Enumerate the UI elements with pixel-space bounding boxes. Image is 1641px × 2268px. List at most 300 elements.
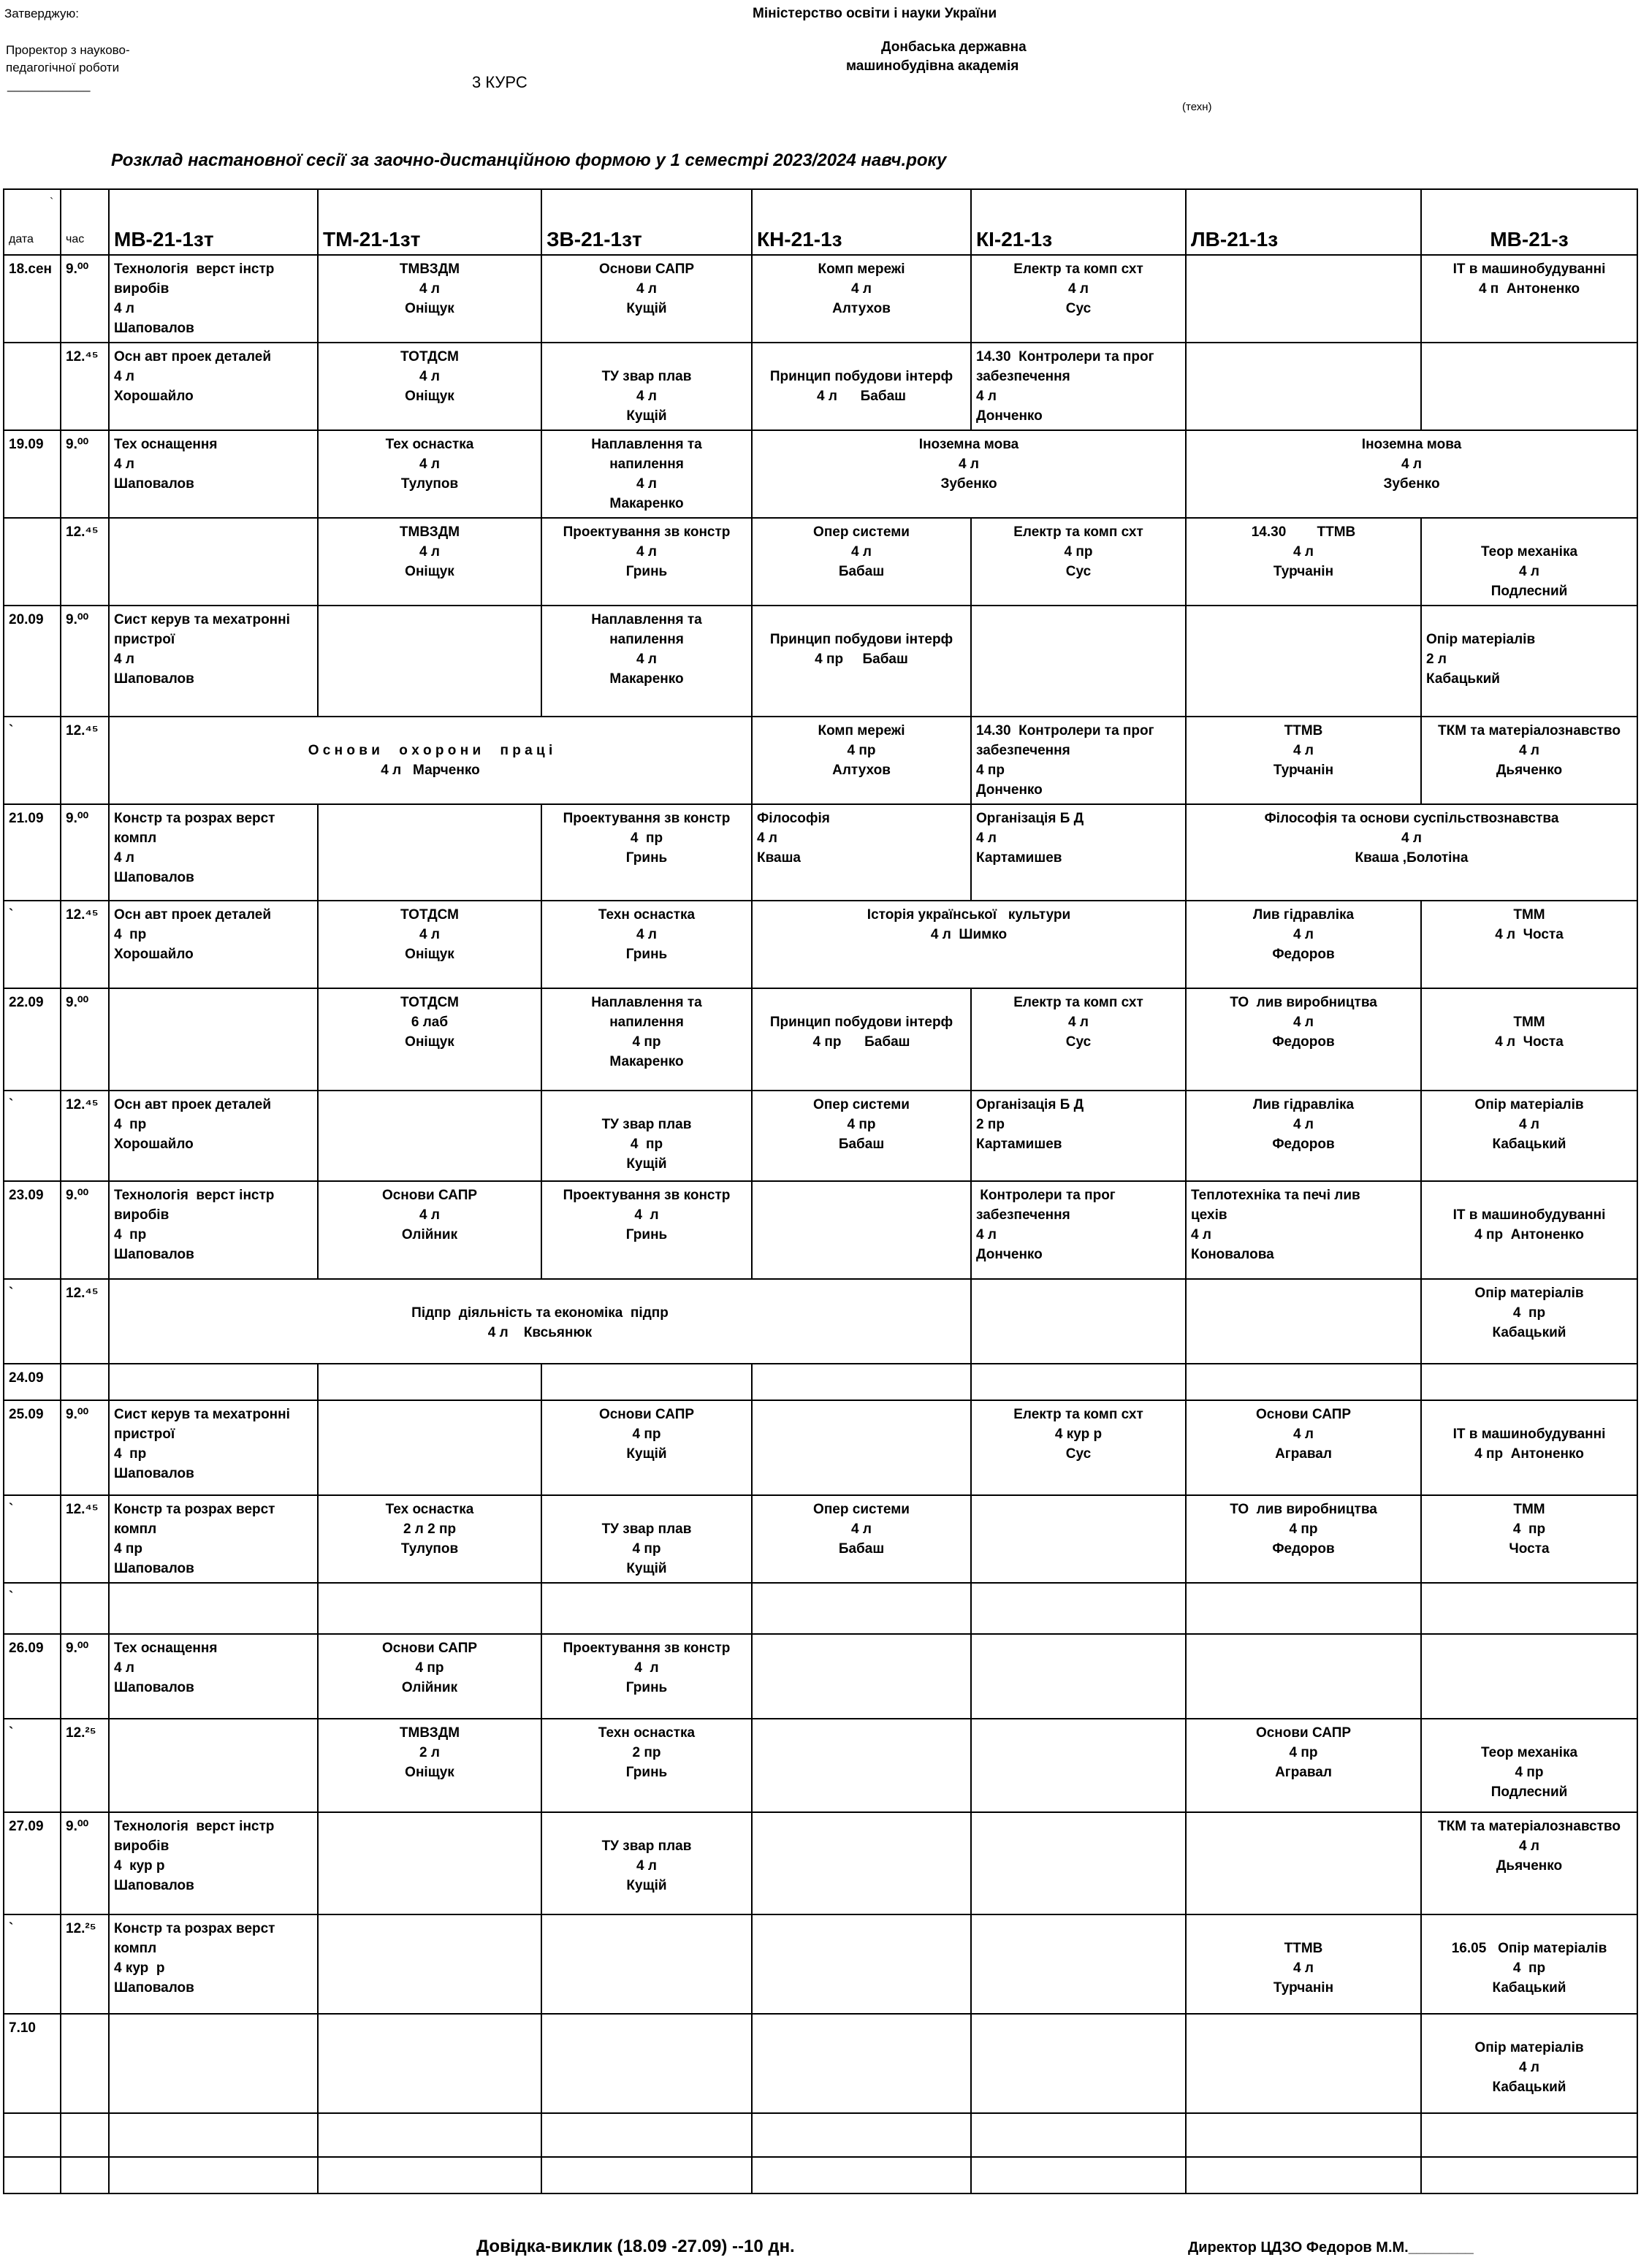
class-line: Кущій <box>626 1561 667 1576</box>
schedule-title: Розклад настановної сесії за заочно-дистанційною формою у 1 семестрі 2023/2024 навч.року <box>111 150 947 170</box>
class-line: Картамишев <box>976 850 1062 866</box>
class-line: Хорошайло <box>114 389 194 404</box>
schedule-row <box>4 430 1637 518</box>
class-line: Турчанін <box>1273 564 1334 579</box>
class-line: 2 пр <box>632 1745 661 1760</box>
class-cell <box>109 255 318 343</box>
class-cell <box>1421 1400 1637 1495</box>
class-line: Зубенко <box>940 476 997 492</box>
class-line: Лив гідравліка <box>1252 1097 1355 1112</box>
academy-line-2: машинобудівна академія <box>846 58 1019 74</box>
reference-note: Довідка-виклик (18.09 -27.09) --10 дн. <box>476 2237 795 2256</box>
class-line: Олійник <box>401 1227 458 1242</box>
class-line: Наплавлення та <box>591 612 702 627</box>
class-cell <box>1186 518 1421 606</box>
class-cell <box>318 606 541 717</box>
class-cell <box>541 255 752 343</box>
class-cell <box>752 1719 971 1812</box>
empty-cell <box>109 2157 318 2193</box>
class-cell <box>318 1583 541 1634</box>
class-line: Гринь <box>625 1765 668 1780</box>
schedule-row <box>4 255 1637 343</box>
signature-line: ____________ <box>7 78 91 92</box>
class-line: 14.30 ТТМВ <box>1251 524 1356 540</box>
class-cell <box>1186 1583 1421 1634</box>
class-cell <box>1421 255 1637 343</box>
class-line: Опер системи <box>813 524 910 540</box>
class-line: 4 л <box>959 457 979 472</box>
class-line: Сус <box>1065 1446 1092 1462</box>
class-line: Гринь <box>625 947 668 962</box>
class-cell <box>971 1091 1186 1181</box>
class-line: 4 пр <box>632 1034 661 1050</box>
corner-mark: ` <box>50 196 54 209</box>
class-line: Донченко <box>976 408 1043 424</box>
schedule-row <box>4 1914 1637 2014</box>
class-line: 4 пр <box>1515 1765 1544 1780</box>
class-cell <box>318 518 541 606</box>
class-cell <box>1186 1495 1421 1583</box>
class-line: Проектування зв констр <box>563 1641 731 1656</box>
class-line: 4 пр <box>632 1427 661 1442</box>
class-cell <box>1186 901 1421 988</box>
class-cell <box>971 343 1186 430</box>
class-line: 4 л <box>1293 1117 1314 1132</box>
class-cell <box>971 1364 1186 1400</box>
class-line: Контролери та прог <box>976 1188 1116 1203</box>
class-cell <box>318 255 541 343</box>
class-line: 4 пр <box>1289 1745 1318 1760</box>
empty-cell <box>1186 2157 1421 2193</box>
class-line: Технологія верст інстр <box>114 1188 275 1203</box>
class-cell <box>971 717 1186 804</box>
schedule-row <box>4 1719 1637 1812</box>
class-cell <box>541 804 752 901</box>
class-cell <box>109 1091 318 1181</box>
class-cell <box>971 1400 1186 1495</box>
class-line: Проектування зв констр <box>563 524 731 540</box>
class-line: Оніщук <box>405 1034 454 1050</box>
class-cell <box>109 988 318 1091</box>
class-line: Принцип побудови інтерф <box>769 1015 953 1030</box>
class-cell <box>1186 255 1421 343</box>
class-line: Федоров <box>1272 947 1335 962</box>
class-cell <box>1186 1719 1421 1812</box>
class-line: 2 л 2 пр <box>403 1521 457 1537</box>
class-line <box>1426 2018 1632 2038</box>
class-cell <box>971 1812 1186 1914</box>
class-line: ТО лив виробництва <box>1230 995 1377 1010</box>
date-cell: ` <box>4 1583 61 1634</box>
date-cell: 23.09 <box>4 1181 61 1279</box>
time-cell: 9.⁰⁰ <box>61 1400 109 1495</box>
column-header-time: час <box>61 189 109 255</box>
class-line: 4 л <box>419 281 440 297</box>
ministry-name: Міністерство освіти і науки України <box>753 6 997 21</box>
empty-cell <box>752 2157 971 2193</box>
empty-cell <box>318 2157 541 2193</box>
class-cell <box>109 343 318 430</box>
class-cell <box>541 1495 752 1583</box>
class-line: 4 л <box>114 1660 134 1676</box>
class-cell <box>752 901 1186 988</box>
course-label: 3 КУРС <box>472 73 528 91</box>
class-cell <box>1421 1279 1637 1364</box>
class-line: Кваша <box>757 850 801 866</box>
class-line: 4 л <box>636 1858 657 1874</box>
prorector-line-2: педагогічної роботи <box>6 61 120 75</box>
date-cell: 19.09 <box>4 430 61 518</box>
class-line: пристрої <box>114 632 175 647</box>
class-line <box>547 1095 747 1115</box>
class-line: Основи САПР <box>598 1407 695 1422</box>
class-line: 4 л Квсьянюк <box>487 1325 593 1340</box>
class-line: Основи САПР <box>1255 1407 1352 1422</box>
class-line: 4 л <box>1293 927 1314 942</box>
time-cell: 12.⁴⁵ <box>61 518 109 606</box>
class-cell <box>541 2014 752 2113</box>
class-line: Сус <box>1065 301 1092 316</box>
class-line: Наплавлення та <box>591 437 702 452</box>
class-line: Основи САПР <box>381 1188 478 1203</box>
class-line: Наплавлення та <box>591 995 702 1010</box>
date-cell: 27.09 <box>4 1812 61 1914</box>
column-header-group: МВ-21-з <box>1421 189 1637 255</box>
empty-cell <box>61 2113 109 2157</box>
class-cell <box>1186 1634 1421 1719</box>
class-line: 4 л <box>419 544 440 560</box>
class-line: Шаповалов <box>114 1561 194 1576</box>
class-line: Організація Б Д <box>976 811 1084 826</box>
tech-label: (техн) <box>1182 101 1212 113</box>
time-cell: 12.⁴⁵ <box>61 717 109 804</box>
class-line: 4 л <box>851 544 872 560</box>
column-header-group: МВ-21-1зт <box>109 189 318 255</box>
class-cell <box>1421 1812 1637 1914</box>
class-line: 4 л <box>636 476 657 492</box>
class-line: 4 л Шимко <box>930 927 1008 942</box>
class-line: Агравал <box>1275 1446 1332 1462</box>
class-line: Оніщук <box>405 1765 454 1780</box>
class-line: ТУ звар плав <box>601 1117 692 1132</box>
class-line: забезпечення <box>976 369 1070 384</box>
class-line: 4 л <box>636 927 657 942</box>
class-cell <box>1186 606 1421 717</box>
class-line: 4 л <box>114 369 134 384</box>
class-line: ТОТДСМ <box>400 349 459 364</box>
class-line: Тех оснастка <box>385 1502 474 1517</box>
class-line: напилення <box>609 457 684 472</box>
class-line: компл <box>114 1941 157 1956</box>
class-line: Тех оснастка <box>385 437 474 452</box>
class-cell <box>541 1583 752 1634</box>
schedule-table <box>3 188 1638 2194</box>
class-cell <box>971 606 1186 717</box>
class-line: 4 л <box>1519 564 1539 579</box>
class-line: Кабацький <box>1492 1137 1566 1152</box>
class-cell <box>318 1495 541 1583</box>
time-cell: 12.²⁵ <box>61 1914 109 2014</box>
class-cell <box>1186 1400 1421 1495</box>
class-line: Тулупов <box>400 1541 459 1557</box>
prorector-line-1: Проректор з науково- <box>6 43 130 57</box>
class-line <box>1426 1723 1632 1743</box>
class-line: Макаренко <box>609 496 684 511</box>
class-line: Констр та розрах верст <box>114 1921 275 1936</box>
class-line: Опір матеріалів <box>1426 632 1536 647</box>
class-line <box>1426 1405 1632 1424</box>
class-cell <box>109 1634 318 1719</box>
class-line <box>114 721 747 741</box>
class-line: Шаповалов <box>114 476 194 492</box>
class-line: Турчанін <box>1273 763 1334 778</box>
class-cell <box>318 1719 541 1812</box>
class-line: Техн оснастка <box>598 1725 696 1741</box>
empty-row <box>4 2113 1637 2157</box>
class-cell <box>318 804 541 901</box>
class-cell <box>1421 901 1637 988</box>
class-cell <box>971 1914 1186 2014</box>
class-cell <box>971 518 1186 606</box>
time-cell: 9.⁰⁰ <box>61 606 109 717</box>
academy-line-1: Донбаська державна <box>881 39 1027 55</box>
class-cell <box>971 1181 1186 1279</box>
date-cell: 26.09 <box>4 1634 61 1719</box>
class-line: 14.30 Контролери та прог <box>976 349 1154 364</box>
class-line: Тех оснащення <box>114 437 218 452</box>
schedule-row <box>4 988 1637 1091</box>
class-line: Іноземна мова <box>918 437 1019 452</box>
class-line: Тех оснащення <box>114 1641 218 1656</box>
class-cell <box>541 430 752 518</box>
class-line: Шаповалов <box>114 671 194 687</box>
schedule-row <box>4 1364 1637 1400</box>
class-line: 4 кур р <box>114 1858 165 1874</box>
time-cell: 9.⁰⁰ <box>61 255 109 343</box>
class-line: 4 пр Антоненко <box>1474 1446 1584 1462</box>
date-cell: ` <box>4 901 61 988</box>
class-cell <box>1421 1181 1637 1279</box>
class-line: Організація Б Д <box>976 1097 1084 1112</box>
schedule-row <box>4 1181 1637 1279</box>
class-line: 4 л <box>851 281 872 297</box>
class-cell <box>752 1914 971 2014</box>
class-cell <box>318 1181 541 1279</box>
class-line <box>757 610 966 630</box>
schedule-row <box>4 2014 1637 2113</box>
class-line: Принцип побудови інтерф <box>769 632 953 647</box>
class-cell <box>109 1812 318 1914</box>
class-cell <box>752 717 971 804</box>
class-line: 4 л <box>1519 1117 1539 1132</box>
class-line: 2 л <box>1426 652 1447 667</box>
class-line: ІТ в машинобудуванні <box>1452 1427 1606 1442</box>
class-cell <box>971 255 1186 343</box>
class-line: Електр та комп схт <box>1013 261 1143 277</box>
schedule-row <box>4 518 1637 606</box>
date-cell: 20.09 <box>4 606 61 717</box>
class-line: Сус <box>1065 1034 1092 1050</box>
class-line: ТУ звар плав <box>601 1839 692 1854</box>
class-line: 4 л <box>1068 1015 1089 1030</box>
class-line: 4 л <box>419 369 440 384</box>
class-line: ТОТДСМ <box>400 907 459 923</box>
empty-row <box>4 2157 1637 2193</box>
date-cell <box>4 343 61 430</box>
class-line: Кабацький <box>1492 2080 1566 2095</box>
class-line: Філософія <box>757 811 830 826</box>
empty-cell <box>61 2157 109 2193</box>
class-line: Гринь <box>625 564 668 579</box>
class-line: Хорошайло <box>114 1137 194 1152</box>
class-line: Основи САПР <box>381 1641 478 1656</box>
class-line: Комп мережі <box>818 261 905 277</box>
date-cell: ` <box>4 717 61 804</box>
class-cell <box>971 988 1186 1091</box>
class-line: Дьяченко <box>1496 763 1563 778</box>
class-cell <box>109 1400 318 1495</box>
class-line: 4 пр <box>114 927 147 942</box>
class-line: 4 л <box>757 831 777 846</box>
class-line <box>547 347 747 367</box>
class-line: Чоста <box>1509 1541 1550 1557</box>
class-line: 4 л <box>114 457 134 472</box>
class-line: Олійник <box>401 1680 458 1695</box>
schedule-row <box>4 804 1637 901</box>
class-cell <box>1186 343 1421 430</box>
class-line: 4 л <box>636 281 657 297</box>
time-cell: 9.⁰⁰ <box>61 1181 109 1279</box>
class-line <box>1426 610 1632 630</box>
class-cell <box>1421 1634 1637 1719</box>
class-cell <box>109 1495 318 1583</box>
class-line: Проектування зв констр <box>563 1188 731 1203</box>
class-cell <box>109 1719 318 1812</box>
empty-cell <box>752 2113 971 2157</box>
empty-cell <box>541 2113 752 2157</box>
class-cell <box>318 901 541 988</box>
class-line: 4 л Чоста <box>1495 1034 1564 1050</box>
schedule-row <box>4 1279 1637 1364</box>
class-cell <box>752 430 1186 518</box>
empty-cell <box>4 2113 61 2157</box>
class-line: Бабаш <box>838 1541 885 1557</box>
class-line: 4 л <box>1519 1839 1539 1854</box>
class-line: ТММ <box>1513 1502 1545 1517</box>
class-line: напилення <box>609 632 684 647</box>
class-line: Макаренко <box>609 1054 684 1069</box>
class-line: 4 л <box>1068 281 1089 297</box>
class-line: 4 пр <box>632 1541 661 1557</box>
class-line <box>1191 1919 1416 1939</box>
class-line: ТТМВ <box>1284 1941 1323 1956</box>
class-cell <box>971 1279 1186 1364</box>
class-line: ТКМ та матеріалознавство <box>1438 1819 1621 1834</box>
class-cell <box>318 988 541 1091</box>
class-cell <box>1186 1091 1421 1181</box>
class-line: Осн авт проек деталей <box>114 1097 272 1112</box>
class-line: 4 л <box>976 831 997 846</box>
date-cell: ` <box>4 1914 61 2014</box>
class-cell <box>541 343 752 430</box>
class-cell <box>318 430 541 518</box>
class-cell <box>318 2014 541 2113</box>
column-header-date: ` дата <box>4 189 61 255</box>
class-cell <box>318 343 541 430</box>
class-cell <box>1421 988 1637 1091</box>
class-line: пристрої <box>114 1427 175 1442</box>
class-line: 4 пр <box>1512 1521 1546 1537</box>
class-line: 4 пр <box>114 1446 147 1462</box>
class-line: 4 л <box>114 301 134 316</box>
class-line: 4 л <box>1293 1427 1314 1442</box>
date-cell: ` <box>4 1719 61 1812</box>
class-cell <box>318 1812 541 1914</box>
class-cell <box>1186 1812 1421 1914</box>
header-row <box>4 189 1637 255</box>
time-cell <box>61 1583 109 1634</box>
class-cell <box>109 1279 971 1364</box>
schedule-row <box>4 1634 1637 1719</box>
class-line: Опір матеріалів <box>1474 1097 1584 1112</box>
class-line: Федоров <box>1272 1137 1335 1152</box>
class-line: 4 л <box>976 389 997 404</box>
class-cell <box>1421 1583 1637 1634</box>
class-line: 4 пр Бабаш <box>815 652 908 667</box>
schedule-row <box>4 717 1637 804</box>
class-cell <box>109 1181 318 1279</box>
class-line: забезпечення <box>976 743 1070 758</box>
class-line: 4 пр <box>976 763 1005 778</box>
class-line: Гринь <box>625 1680 668 1695</box>
class-line <box>757 347 966 367</box>
date-cell: 21.09 <box>4 804 61 901</box>
class-cell <box>971 1495 1186 1583</box>
class-line: 4 л <box>851 1521 872 1537</box>
class-line: 4 кур р <box>1054 1427 1103 1442</box>
class-line: Федоров <box>1272 1541 1335 1557</box>
class-cell <box>752 804 971 901</box>
class-line: 4 пр <box>1289 1521 1318 1537</box>
class-cell <box>541 606 752 717</box>
class-cell <box>1421 1914 1637 2014</box>
class-cell <box>541 1400 752 1495</box>
class-cell <box>109 1364 318 1400</box>
approve-label: Затверджую: <box>4 7 79 20</box>
date-cell: 18.сен <box>4 255 61 343</box>
class-cell <box>109 430 318 518</box>
class-line: Сист керув та мехатронні <box>114 1407 290 1422</box>
class-line: Теор механіка <box>1480 544 1578 560</box>
class-cell <box>541 1719 752 1812</box>
class-line: Електр та комп схт <box>1013 524 1143 540</box>
class-cell <box>1421 1091 1637 1181</box>
class-cell <box>109 804 318 901</box>
class-line: 4 пр <box>114 1541 142 1557</box>
class-line: 4 пр <box>1512 1960 1546 1976</box>
class-line: Алтухов <box>832 763 891 778</box>
class-line: Принцип побудови інтерф <box>769 369 953 384</box>
class-line: О с н о в и о х о р о н и п р а ц і <box>308 743 553 758</box>
time-cell: 9.⁰⁰ <box>61 988 109 1091</box>
class-line: Електр та комп схт <box>1013 1407 1143 1422</box>
empty-cell <box>1421 2113 1637 2157</box>
column-header-group: КН-21-1з <box>752 189 971 255</box>
schedule-row <box>4 901 1637 988</box>
class-cell <box>1421 1719 1637 1812</box>
class-line: ТТМВ <box>1284 723 1323 738</box>
class-cell <box>1421 343 1637 430</box>
